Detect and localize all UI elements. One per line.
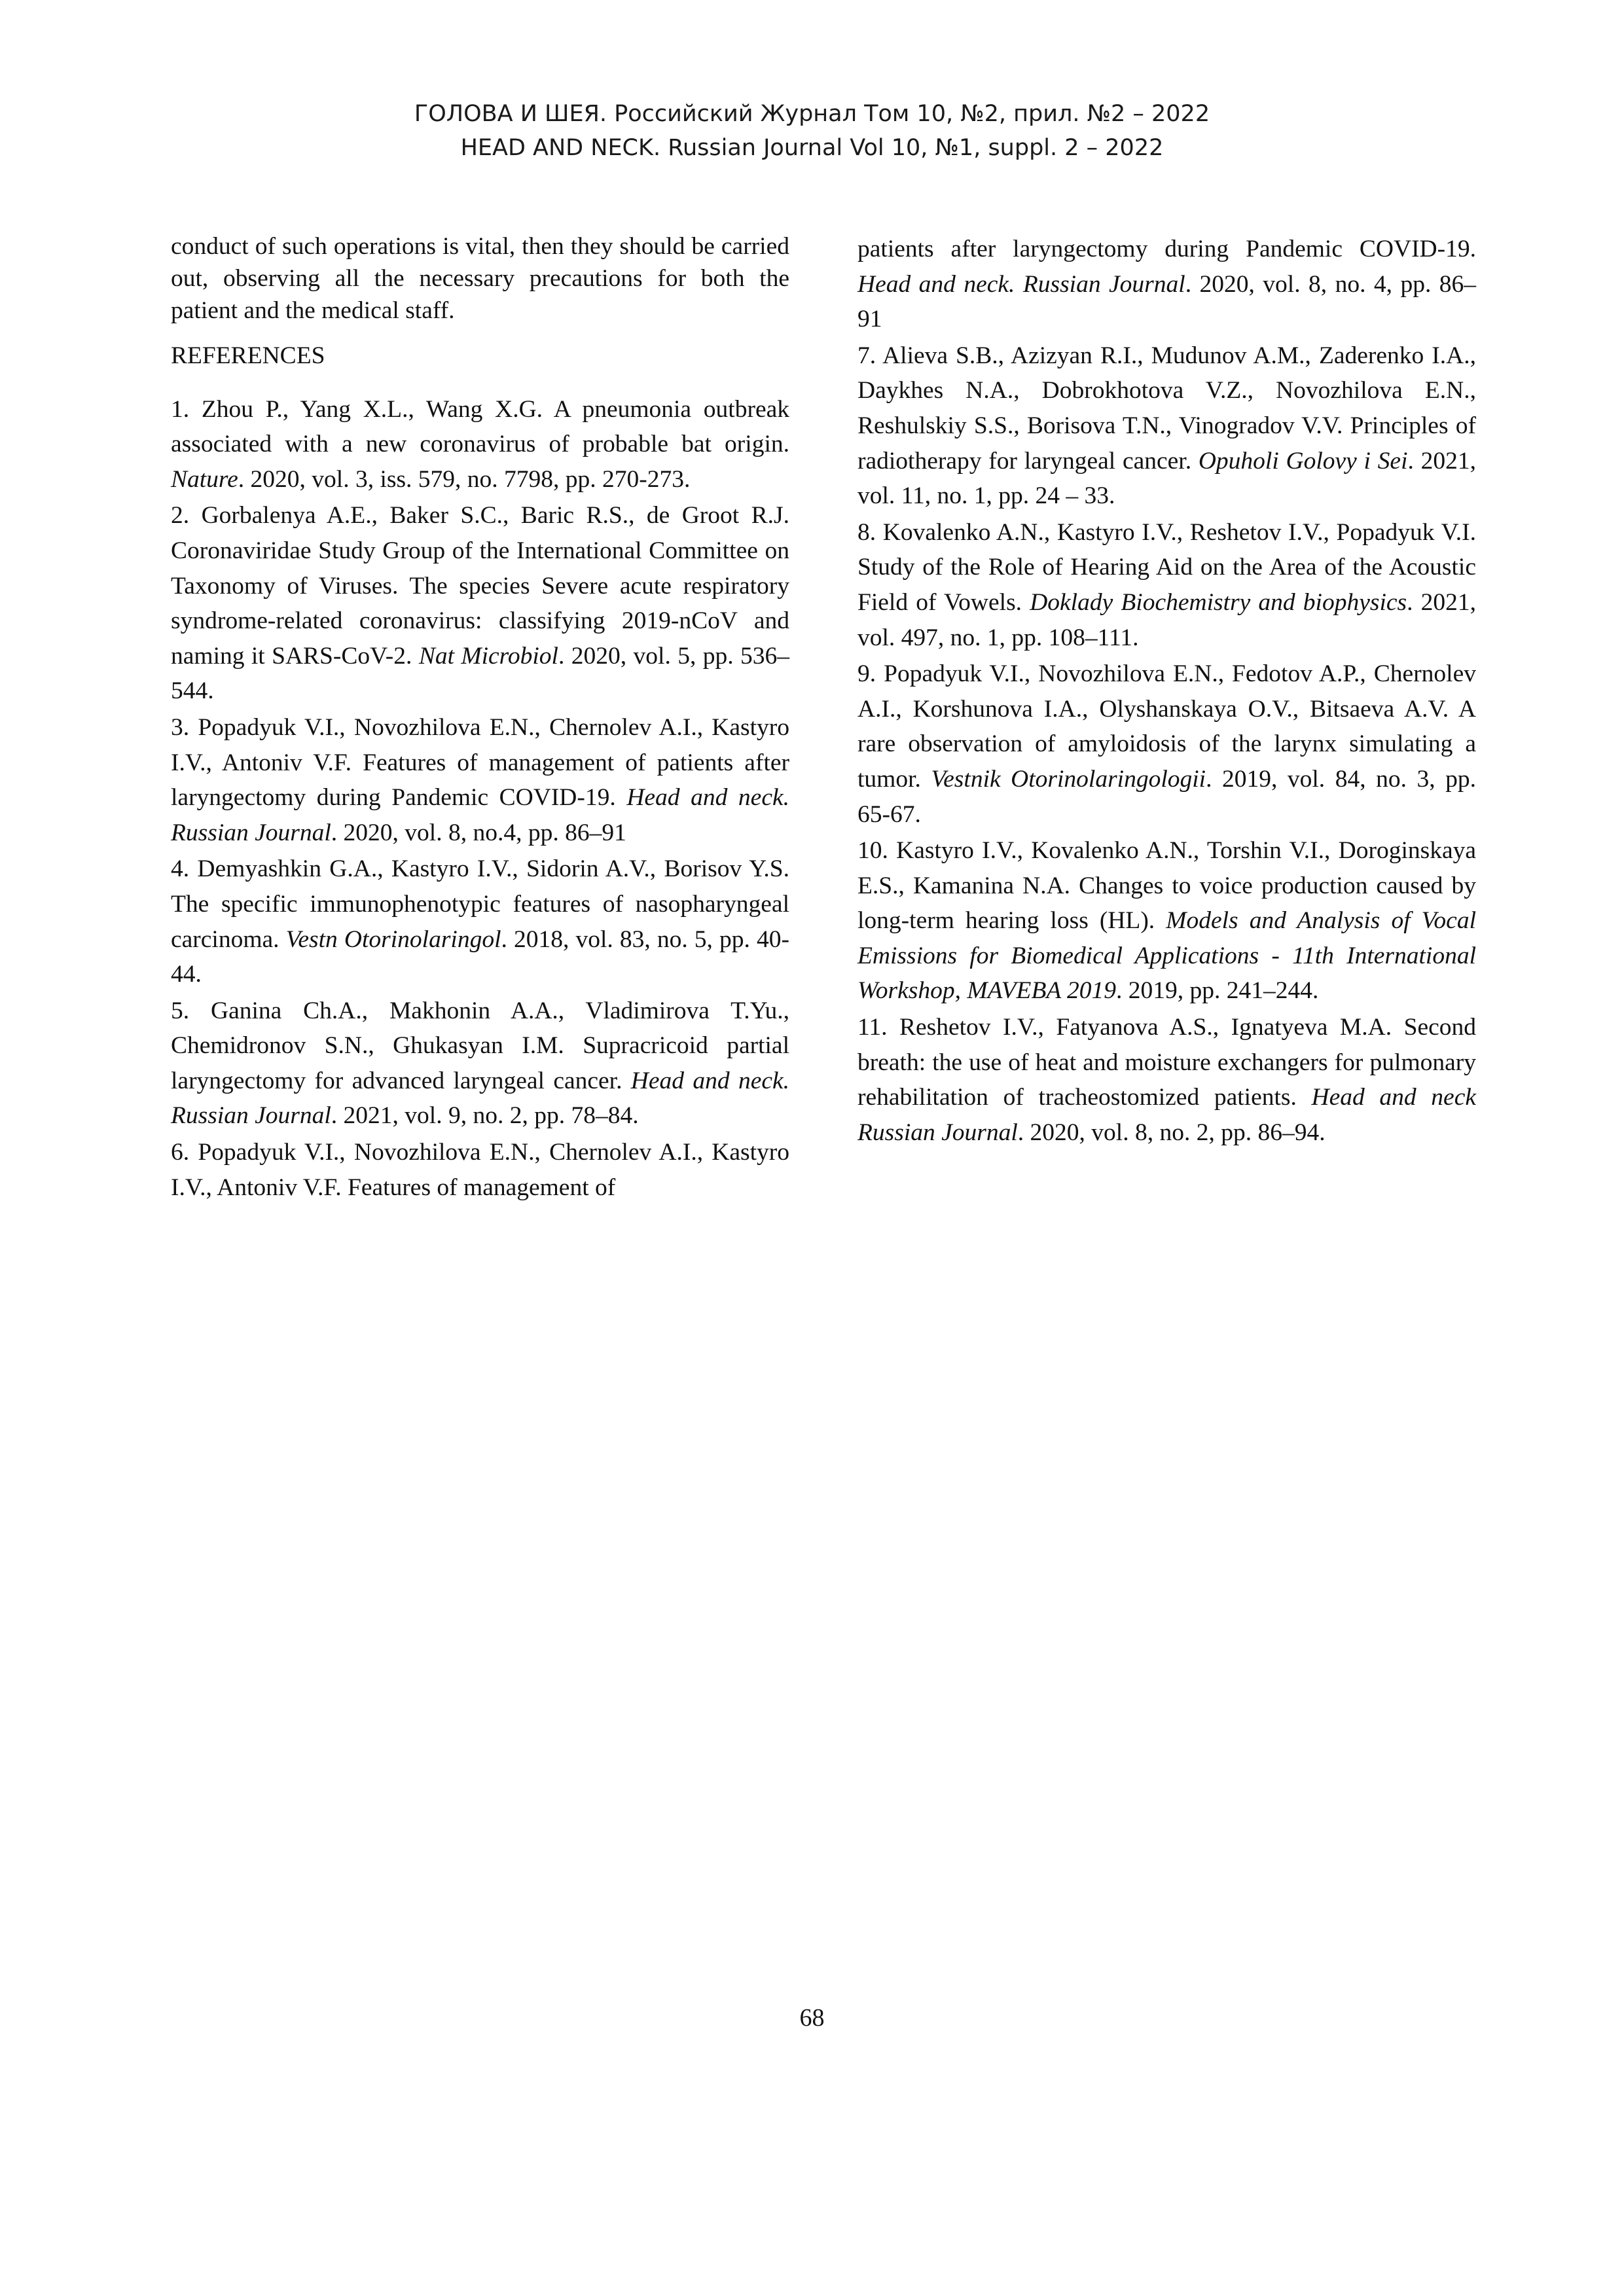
page-number: 68 xyxy=(799,2004,825,2032)
reference-8-journal: Doklady Biochemistry and biophysics xyxy=(1030,588,1407,616)
reference-6-continued: patients after laryngectomy during Pandemic COVID-19. Head and neck. Russian Journal. 2020, vol. 8, no. 4, pp. 86–91 xyxy=(857,236,1477,333)
running-header xyxy=(0,97,1624,165)
reference-3: 3. Popadyuk V.I., Novozhilova E.N., Chernolev A.I., Kastyro I.V., Antoniv V.F. Features of management of patients after laryngectomy during Pandemic COVID-19. Head and neck. Russian Journal. 2020, vol. 8, no.4, pp. 86–91 xyxy=(171,713,789,846)
left-column xyxy=(171,230,789,1206)
reference-10-journal: Models and Analysis of Vocal Emissions for Biomedical Applications - 11th International Workshop, MAVEBA 2019 xyxy=(857,907,1477,1005)
reference-9-journal: Vestnik Otorinolaringologii xyxy=(931,765,1206,793)
reference-11-journal: Head and neck Russian Journal xyxy=(857,1084,1476,1146)
intro-paragraph: conduct of such operations is vital, then they should be carried out, observing all the necessary precautions for both the patient and the medical staff. xyxy=(171,233,789,324)
reference-6-journal: Head and neck. Russian Journal xyxy=(857,270,1185,298)
reference-7: 7. Alieva S.B., Azizyan R.I., Mudunov A.M., Zaderenko I.A., Daykhes N.A., Dobrokhotova V.Z., Novozhilova E.N., Reshulskiy S.S., Borisova T.N., Vinogradov V.V. Principles of radiotherapy for laryngeal cancer. Opuholi Golovy i Sei. 2021, vol. 11, no. 1, pp. 24 – 33. xyxy=(857,342,1476,510)
reference-8: 8. Kovalenko A.N., Kastyro I.V., Reshetov I.V., Popadyuk V.I. Study of the Role of Hearing Aid on the Area of the Acoustic Field of Vowels. Doklady Biochemistry and biophysics. 2021, vol. 497, no. 1, pp. 108–111. xyxy=(857,518,1477,651)
reference-1: 1. Zhou P., Yang X.L., Wang X.G. A pneumonia outbreak associated with a new coronavirus of probable bat origin. Nature. 2020, vol. 3, iss. 579, no. 7798, pp. 270-273. xyxy=(171,395,789,493)
right-column xyxy=(857,232,1476,1151)
reference-2-journal: Nat Microbiol xyxy=(418,642,558,670)
reference-10: 10. Kastyro I.V., Kovalenko A.N., Torshin V.I., Doroginskaya E.S., Kamanina N.A. Changes to voice production caused by long-term hearing loss (HL). Models and Analysis of Vocal Emissions for Biomedical Applications - 11th International Workshop, MAVEBA 2019. 2019, pp. 241–244. xyxy=(857,837,1477,1005)
reference-6-start: 6. Popadyuk V.I., Novozhilova E.N., Chernolev A.I., Kastyro I.V., Antoniv V.F. Features of management of xyxy=(171,1139,789,1201)
running-header-russian: ГОЛОВА И ШЕЯ. Российский Журнал Том 10, №2, прил. №2 – 2022 xyxy=(414,101,1210,127)
reference-3-journal: Head and neck. Russian Journal xyxy=(171,784,789,846)
reference-1-journal: Nature xyxy=(171,465,238,493)
reference-5: 5. Ganina Ch.A., Makhonin A.A., Vladimirova T.Yu., Chemidronov S.N., Ghukasyan I.M. Supracricoid partial laryngectomy for advanced laryngeal cancer. Head and neck. Russian Journal. 2021, vol. 9, no. 2, pp. 78–84. xyxy=(171,997,790,1130)
reference-11: 11. Reshetov I.V., Fatyanova A.S., Ignatyeva M.A. Second breath: the use of heat and moisture exchangers for pulmonary rehabilitation of tracheostomized patients. Head and neck Russian Journal. 2020, vol. 8, no. 2, pp. 86–94. xyxy=(857,1014,1476,1146)
reference-7-journal: Opuholi Golovy i Sei xyxy=(1198,447,1408,475)
reference-4: 4. Demyashkin G.A., Kastyro I.V., Sidorin A.V., Borisov Y.S. The specific immunophenotypic features of nasopharyngeal carcinoma. Vestn Otorinolaringol. 2018, vol. 83, no. 5, pp. 40-44. xyxy=(171,855,789,988)
running-header-english: HEAD AND NECK. Russian Journal Vol 10, №1, suppl. 2 – 2022 xyxy=(460,135,1164,161)
reference-5-journal: Head and neck. Russian Journal xyxy=(171,1067,790,1130)
reference-4-journal: Vestn Otorinolaringol xyxy=(285,925,501,953)
reference-2: 2. Gorbalenya A.E., Baker S.C., Baric R.S., de Groot R.J. Coronaviridae Study Group of the International Committee on Taxonomy of Viruses. The species Severe acute respiratory syndrome-related coronavirus: classifying 2019-nCoV and naming it SARS-CoV-2. Nat Microbiol. 2020, vol. 5, pp. 536–544. xyxy=(171,502,789,705)
references-heading: REFERENCES xyxy=(171,342,325,369)
reference-9: 9. Popadyuk V.I., Novozhilova E.N., Fedotov A.P., Chernolev A.I., Korshunova I.A., Olyshanskaya O.V., Bitsaeva A.V. A rare observation of amyloidosis of the larynx simulating a tumor. Vestnik Otorinolaringologii. 2019, vol. 84, no. 3, pp. 65-67. xyxy=(857,660,1476,828)
